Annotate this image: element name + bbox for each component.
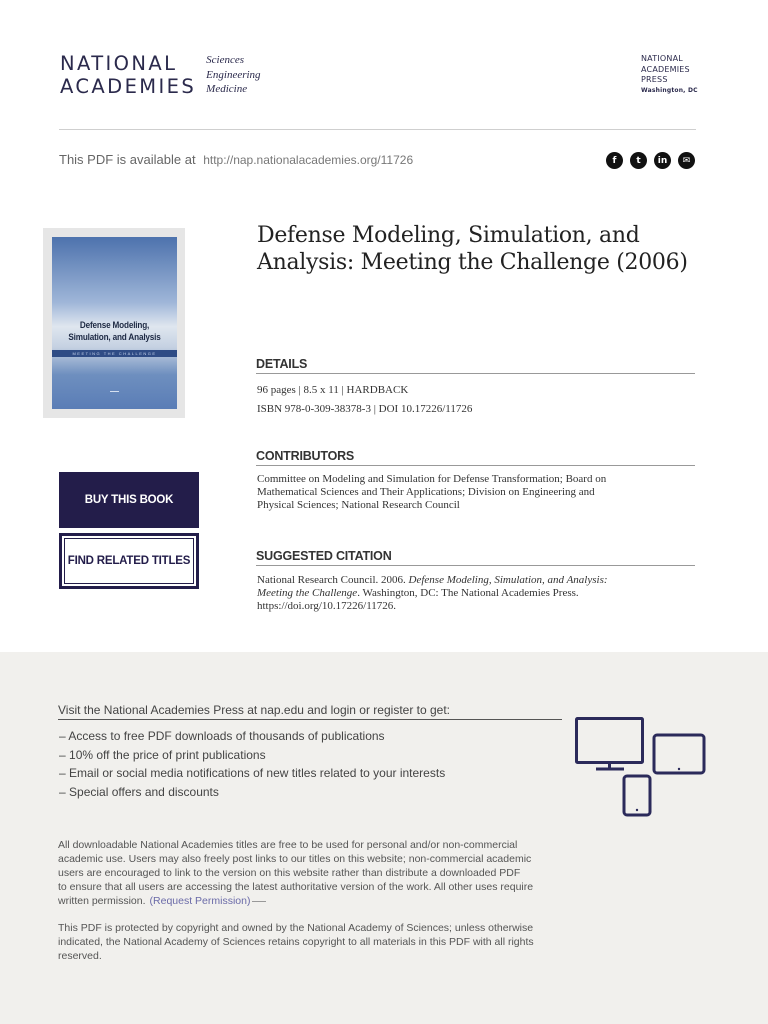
list-item: – Access to free PDF downloads of thousands of publications bbox=[59, 727, 445, 746]
details-body bbox=[257, 384, 677, 422]
details-format: 96 pages | 8.5 x 11 | HARDBACK bbox=[257, 384, 409, 396]
find-related-titles-button[interactable]: FIND RELATED TITLES bbox=[59, 533, 199, 589]
email-icon[interactable]: ✉ bbox=[678, 152, 695, 169]
social-share-bar bbox=[606, 152, 695, 169]
pdf-availability bbox=[59, 152, 413, 167]
list-item: – Special offers and discounts bbox=[59, 783, 445, 802]
nap-press-logo[interactable]: NATIONAL ACADEMIES PRESS Washington, DC bbox=[641, 54, 698, 94]
cover-publisher-mark: ▬▬▬ bbox=[110, 389, 119, 393]
linkedin-icon[interactable]: in bbox=[654, 152, 671, 169]
twitter-icon[interactable]: t bbox=[630, 152, 647, 169]
availability-link[interactable]: http://nap.nationalacademies.org/11726 bbox=[203, 153, 414, 167]
facebook-icon[interactable]: f bbox=[606, 152, 623, 169]
details-heading: DETAILS bbox=[256, 357, 695, 374]
benefits-list bbox=[59, 727, 445, 801]
cover-title: Defense Modeling, Simulation, and Analysis bbox=[68, 320, 161, 343]
book-title: Defense Modeling, Simulation, and Analysis: Meeting the Challenge (2006) bbox=[257, 223, 688, 275]
citation-body: National Research Council. 2006. Defense Modeling, Simulation, and Analysis: Meeting the Challenge. Washington, DC: The National Academies Press. https://doi.org/10.17226/11726. bbox=[257, 574, 677, 613]
list-item: – 10% off the price of print publications bbox=[59, 746, 445, 765]
contributors-body: Committee on Modeling and Simulation for Defense Transformation; Board on Mathematical Sciences and Their Applications; Division on Engineering and Physical Sciences; National Research Council bbox=[257, 473, 607, 511]
devices-icon bbox=[574, 716, 710, 820]
availability-label: This PDF is available at bbox=[59, 152, 196, 167]
book-cover[interactable] bbox=[52, 237, 177, 409]
citation-doi-link[interactable]: https://doi.org/10.17226/11726. bbox=[257, 600, 397, 612]
citation-heading: SUGGESTED CITATION bbox=[256, 549, 695, 566]
header-divider bbox=[59, 129, 696, 130]
buy-this-book-button[interactable]: BUY THIS BOOK bbox=[59, 472, 199, 528]
usage-terms: All downloadable National Academies titles are free to be used for personal and/or non-commercial academic use. Users may also freely post links to our titles on this website; non-commercial academic users are encouraged to link to the version on this website rather than distribute a downloaded PDF to ensure that all users are accessing the latest authoritative version of the work. All other uses require written permission. (Request Permission) bbox=[58, 839, 534, 907]
national-academies-logo[interactable] bbox=[60, 52, 261, 98]
list-item: – Email or social media notifications of new titles related to your interests bbox=[59, 764, 445, 783]
details-isbn: ISBN 978-0-309-38378-3 | DOI 10.17226/11726 bbox=[257, 403, 473, 415]
contributors-heading: CONTRIBUTORS bbox=[256, 449, 695, 466]
link-underline bbox=[252, 901, 266, 902]
request-permission-link[interactable]: (Request Permission) bbox=[149, 895, 251, 907]
cover-subtitle-band: MEETING THE CHALLENGE bbox=[52, 350, 177, 357]
visit-nap-text: Visit the National Academies Press at nap.edu and login or register to get: bbox=[58, 703, 562, 720]
copyright-notice: This PDF is protected by copyright and owned by the National Academy of Sciences; unless otherwise indicated, the National Academy of Sciences retains copyright to all materials in this PDF with all rights reserved. bbox=[58, 922, 534, 962]
logo-wordmark: NATIONAL ACADEMIES bbox=[60, 52, 197, 98]
logo-subtitle: Sciences Engineering Medicine bbox=[206, 54, 261, 96]
